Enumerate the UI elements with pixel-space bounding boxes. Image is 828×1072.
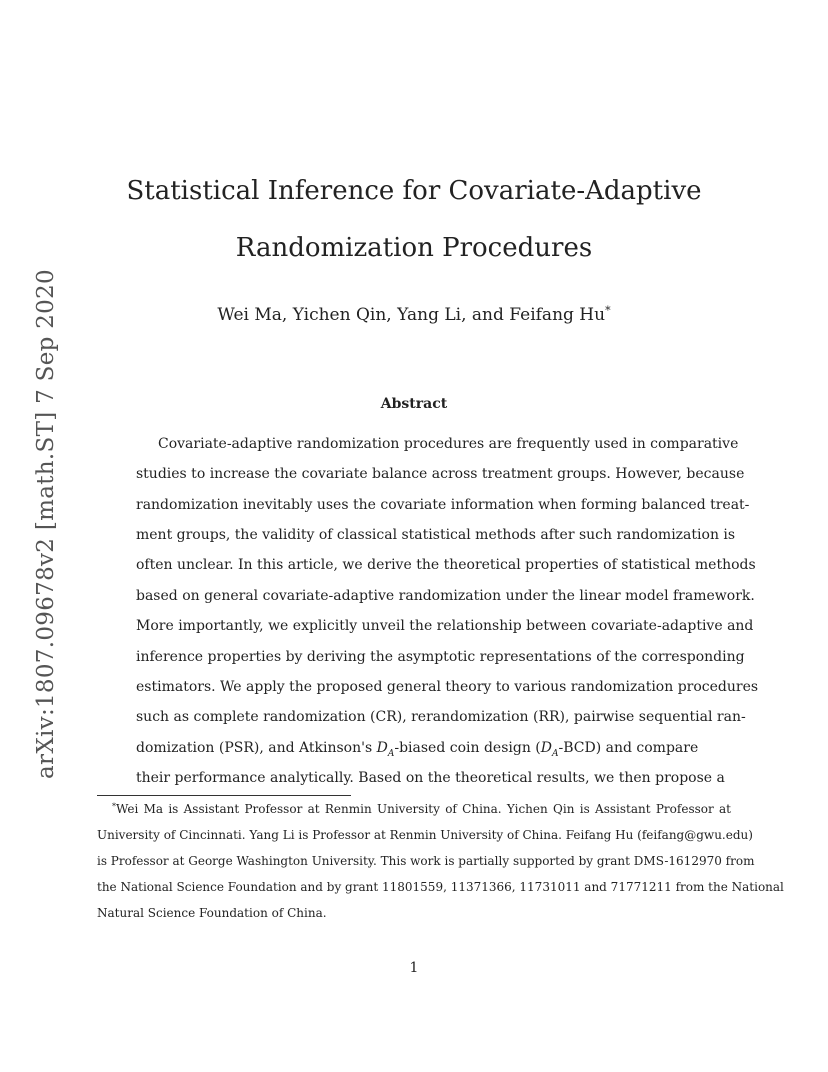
paper-title-line-2: Randomization Procedures <box>235 233 593 263</box>
abstract-line-1: Covariate-adaptive randomization procedures are frequently used in comparative <box>158 436 739 452</box>
footnote-line-5: Natural Science Foundation of China. <box>97 906 327 920</box>
abstract-line-9: estimators. We apply the proposed general theory to various randomization procedures <box>136 679 759 695</box>
abstract-line-12: their performance analytically. Based on the theoretical results, we then propose a <box>136 770 725 786</box>
footnote-line-2: University of Cincinnati. Yang Li is Professor at Renmin University of China. Feifang Hu (feifang@gwu.edu) <box>97 828 753 842</box>
abstract-heading: Abstract <box>380 396 448 412</box>
math-a-subscript: A <box>387 748 395 759</box>
math-a-subscript: A <box>552 748 559 759</box>
page-number: 1 <box>409 960 419 976</box>
abstract-line-2: studies to increase the covariate balance across treatment groups. However, because <box>136 466 745 482</box>
footnote-line-1-text: Wei Ma is Assistant Professor at Renmin University of China. Yichen Qin is Assistant Professor at <box>116 802 731 816</box>
abstract-line-8: inference properties by deriving the asymptotic representations of the corresponding <box>136 649 745 665</box>
arxiv-identifier: arXiv:1807.09678v2 [math.ST] 7 Sep 2020 <box>33 269 59 779</box>
abstract-line-5: often unclear. In this article, we derive the theoretical properties of statistical methods <box>136 557 756 573</box>
footnote-line-3: is Professor at George Washington University. This work is partially supported by grant DMS-1612970 from <box>97 854 755 868</box>
footnote-mark: * <box>112 802 116 811</box>
abstract-line-11-part-1: domization (PSR), and Atkinson's <box>136 740 377 756</box>
author-names: Wei Ma, Yichen Qin, Yang Li, and Feifang Hu <box>217 305 606 325</box>
abstract-line-6: based on general covariate-adaptive randomization under the linear model framework. <box>136 588 755 604</box>
abstract-line-11-part-2: -biased coin design ( <box>394 740 541 756</box>
abstract-line-10: such as complete randomization (CR), rerandomization (RR), pairwise sequential ran- <box>136 709 746 725</box>
math-d-symbol: D <box>540 740 552 756</box>
paper-title-line-1: Statistical Inference for Covariate-Adaptive <box>126 176 702 206</box>
abstract-line-7: More importantly, we explicitly unveil the relationship between covariate-adaptive and <box>136 618 754 634</box>
abstract-line-11 <box>136 740 699 759</box>
abstract-line-4: ment groups, the validity of classical statistical methods after such randomization is <box>136 527 736 543</box>
math-d-symbol: D <box>376 740 388 756</box>
footnote-rule <box>97 795 351 796</box>
footnote-line-4: the National Science Foundation and by grant 11801559, 11371366, 11731011 and 71771211 from the National <box>97 880 784 894</box>
footnote-line-1 <box>112 802 731 816</box>
author-footnote-mark: * <box>605 304 611 317</box>
abstract-line-3: randomization inevitably uses the covariate information when forming balanced treat- <box>136 497 750 513</box>
author-list <box>0 304 828 325</box>
abstract-line-11-part-3: -BCD) and compare <box>558 740 699 756</box>
